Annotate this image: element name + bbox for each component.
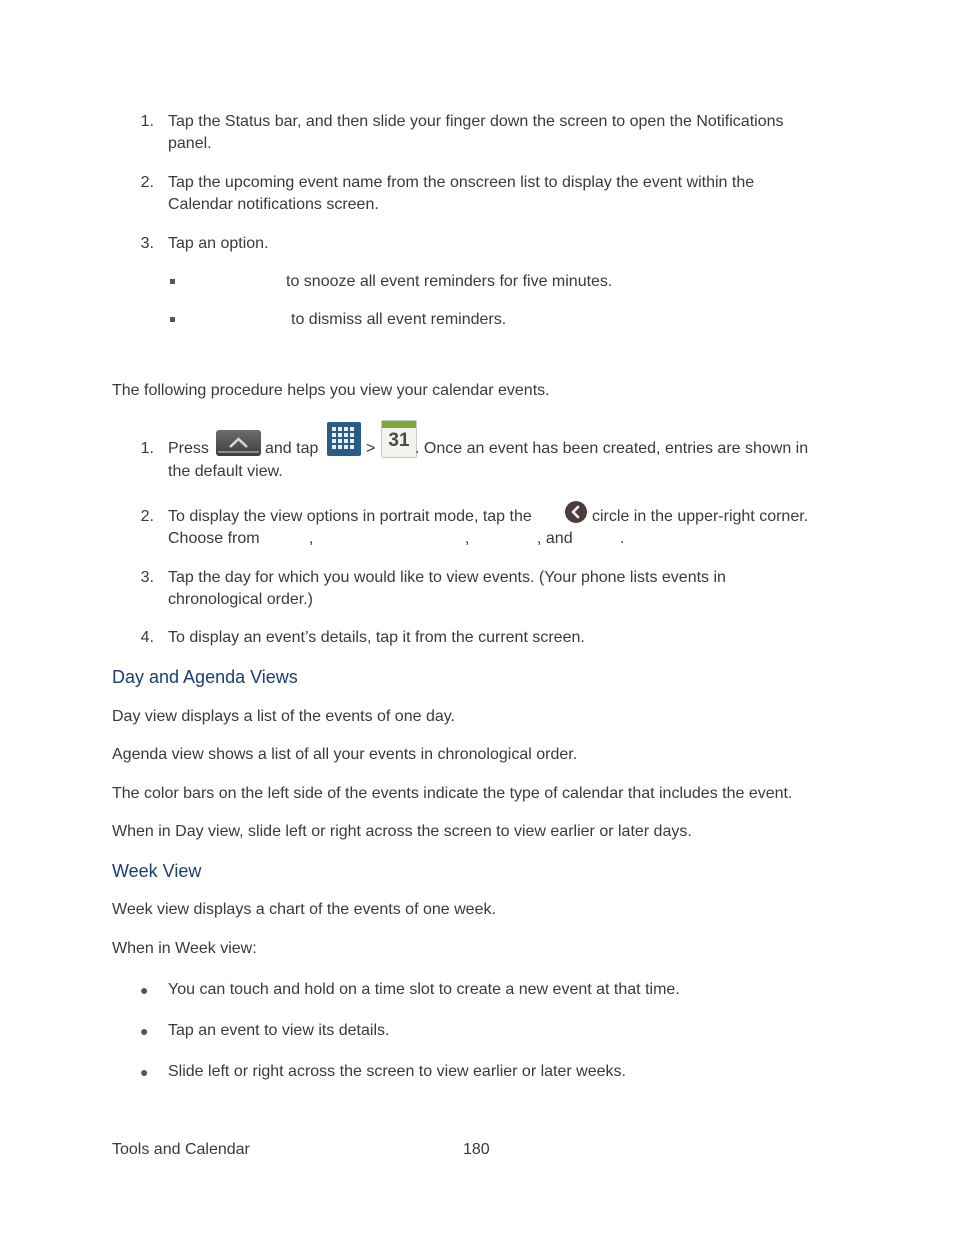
step-text: panel.	[168, 135, 212, 152]
step-text: chronological order.)	[168, 591, 313, 608]
step-text: Tap the day for which you would like to view events. (Your phone lists events in	[168, 569, 726, 586]
step-text: >	[366, 440, 376, 457]
step-text: Tap the Status bar, and then slide your finger down the screen to open the Notifications	[168, 113, 784, 130]
bullet-text: Tap an event to view its details.	[168, 1022, 390, 1039]
step-text: . Once an event has been created, entries are shown in	[415, 440, 809, 457]
bullet-dot-icon: ●	[140, 1023, 149, 1039]
footer-section-title: Tools and Calendar	[112, 1141, 250, 1158]
step-number: 3.	[140, 569, 154, 586]
step-text: Calendar notifications screen.	[168, 196, 379, 213]
square-bullet-icon	[170, 279, 175, 284]
step-text: To display the view options in portrait mode, tap the	[168, 508, 532, 525]
step-text: the default view.	[168, 463, 283, 480]
step-number: 3.	[140, 235, 154, 252]
section-heading: Week View	[112, 861, 202, 881]
home-key-icon	[216, 430, 261, 456]
calendar-day-number: 31	[388, 430, 410, 451]
apps-grid-icon	[327, 422, 361, 456]
step-number: 4.	[140, 629, 154, 646]
step-text: and tap	[265, 440, 319, 457]
bullet-text: You can touch and hold on a time slot to create a new event at that time.	[168, 981, 680, 998]
step-number: 2.	[140, 174, 154, 191]
step-text: Press	[168, 440, 209, 457]
square-bullet-icon	[170, 317, 175, 322]
option-text: to dismiss all event reminders.	[291, 311, 507, 328]
step-text: To display an event’s details, tap it from the current screen.	[168, 629, 585, 646]
intro-paragraph: The following procedure helps you view your calendar events.	[112, 382, 550, 399]
bullet-dot-icon: ●	[140, 982, 149, 998]
option-text: to snooze all event reminders for five minutes.	[286, 273, 613, 290]
paragraph: Week view displays a chart of the events of one week.	[112, 901, 496, 918]
punctuation: ,	[465, 530, 470, 547]
step-text: Choose from	[168, 530, 260, 547]
punctuation: ,	[309, 530, 314, 547]
step-text: Tap an option.	[168, 235, 269, 252]
paragraph: Day view displays a list of the events of one day.	[112, 708, 455, 725]
step-text: circle in the upper-right corner.	[592, 508, 809, 525]
paragraph: When in Week view:	[112, 940, 257, 957]
punctuation: .	[620, 530, 625, 547]
page-number: 180	[463, 1141, 490, 1158]
step-number: 1.	[140, 440, 154, 457]
paragraph: When in Day view, slide left or right across the screen to view earlier or later days.	[112, 823, 692, 840]
paragraph: Agenda view shows a list of all your events in chronological order.	[112, 746, 578, 763]
section-heading: Day and Agenda Views	[112, 667, 298, 687]
paragraph: The color bars on the left side of the events indicate the type of calendar that includes the event.	[112, 785, 793, 802]
step-text: Tap the upcoming event name from the onscreen list to display the event within the	[168, 174, 755, 191]
back-circle-icon	[565, 501, 587, 523]
step-number: 1.	[140, 113, 154, 130]
bullet-text: Slide left or right across the screen to view earlier or later weeks.	[168, 1063, 626, 1080]
step-number: 2.	[140, 508, 154, 525]
calendar-app-icon	[381, 420, 417, 458]
calendar-header	[382, 421, 416, 428]
punctuation: , and	[537, 530, 573, 547]
bullet-dot-icon: ●	[140, 1064, 149, 1080]
